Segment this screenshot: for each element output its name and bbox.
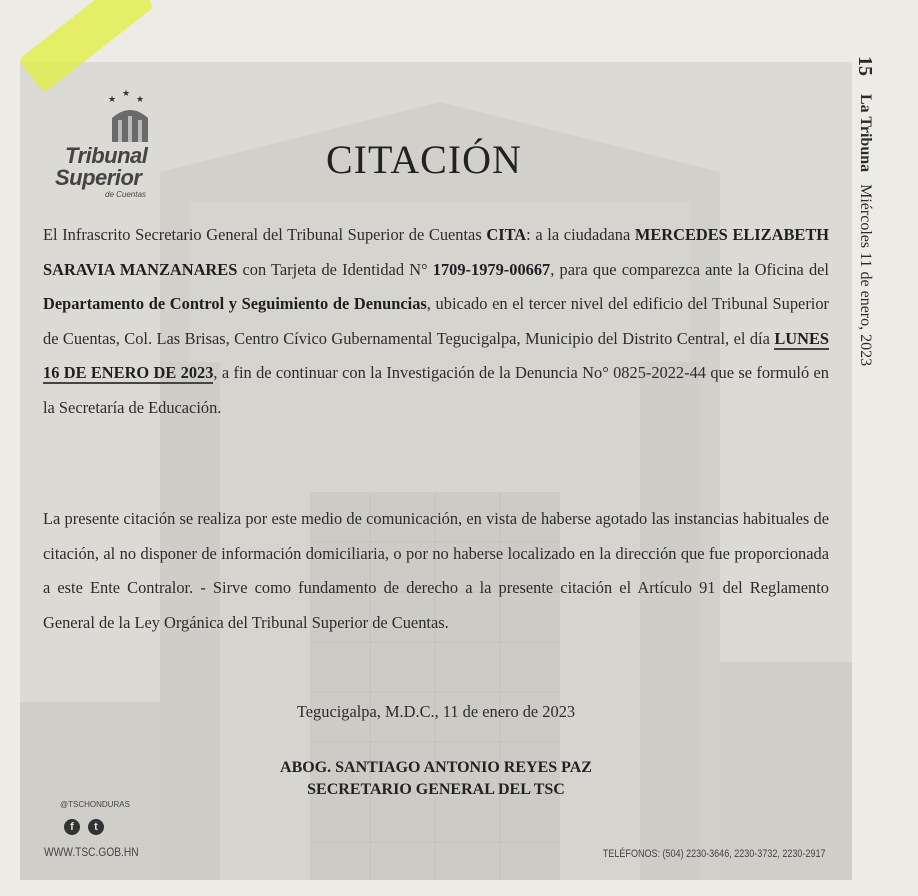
building-logo-icon [50, 80, 170, 150]
social-icons [64, 817, 108, 835]
notice-paragraph-2: La presente citación se realiza por este medio de comunicación, en vista de haberse agotado las instancias habituales de citación, al no disponer de información domiciliaria, o por no haberse localizado en la dirección que fue proporcionada a este Ente Contralor. - Sirve como fundamento de derecho a la presente citación el Artículo 91 del Reglamento General de la Ley Orgánica del Tribunal Superior de Cuentas. [43, 509, 829, 632]
place-and-date: Tegucigalpa, M.D.C., 11 de enero de 2023 [296, 702, 576, 721]
signer-title: SECRETARIO GENERAL DEL TSC [307, 781, 565, 798]
citizen-name: MERCEDES ELIZABETH SARAVIA MANZANARES [43, 225, 830, 279]
appointment-date: LUNES 16 DE ENERO DE 2023 [43, 328, 829, 383]
notice-paragraph-1: El Infrascrito Secretario General del Tribunal Superior de Cuentas CITA: a la ciudadana MERCEDES ELIZABETH SARAVIA MANZANARES con Tarjeta de Identidad N° 1709-1979-00667, para que comparezca ante la Oficina del Departamento de Control y Seguimiento de Denuncias, ubicado en el tercer nivel del edificio del Tribunal Superior de Cuentas, Col. Las Brisas, Centro Cívico Gubernamental Tegucigalpa, Municipio del Distrito Central, el día LUNES 16 DE ENERO DE 2023, a fin de continuar con la Investigación de la Denuncia No° 0825-2022-44 que se formuló en la Secretaría de Educación. [43, 225, 830, 417]
cita-keyword: CITA [486, 225, 527, 244]
notice-title: CITACIÓN [326, 137, 522, 182]
signer-name: ABOG. SANTIAGO ANTONIO REYES PAZ [280, 759, 592, 776]
citation-notice [20, 62, 852, 880]
phone-numbers: TELÉFONOS: (504) 2230-3646, 2230-3732, 2230-2917 [603, 848, 826, 860]
id-number: 1709-1979-00667 [432, 259, 551, 279]
signature-block [20, 757, 852, 801]
page-number: 15 [854, 56, 876, 76]
publication-date: Miércoles 11 de enero, 2023 [857, 184, 874, 367]
newspaper-name: La Tribuna [857, 94, 874, 173]
tsc-logo [50, 80, 170, 199]
logo-text-tribunal: Tribunal [65, 143, 148, 168]
department-name: Departamento de Control y Seguimiento de Denuncias [43, 294, 427, 314]
logo-text-superior: Superior [55, 165, 142, 190]
facebook-icon: f [64, 819, 80, 835]
website-url: WWW.TSC.GOB.HN [44, 845, 139, 859]
logo-text-de-cuentas: de Cuentas [105, 190, 146, 199]
svg-text:★: ★ [122, 89, 131, 99]
svg-text:★: ★ [136, 95, 145, 105]
social-handle: @TSCHONDURAS [60, 800, 130, 809]
newspaper-header-strip [853, 56, 876, 366]
twitter-icon: t [88, 819, 104, 835]
svg-text:★: ★ [108, 95, 117, 105]
